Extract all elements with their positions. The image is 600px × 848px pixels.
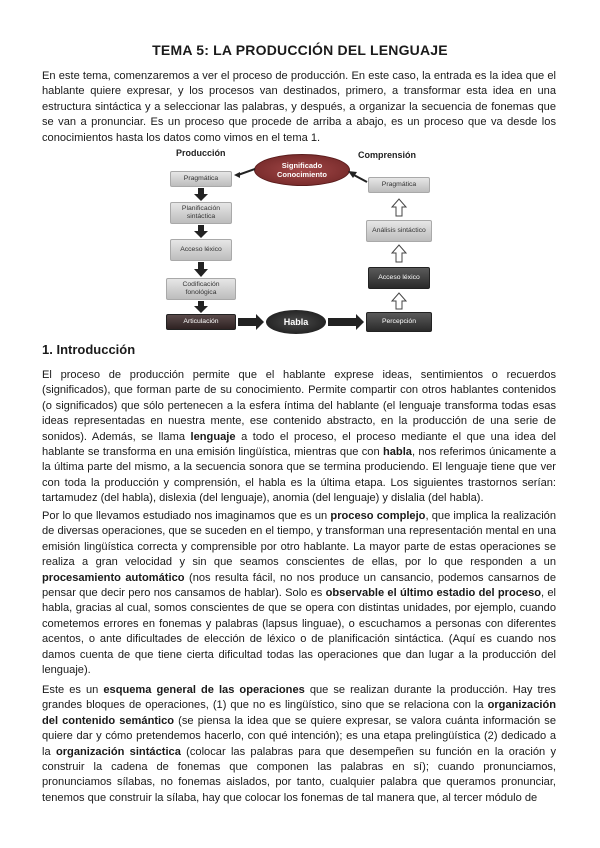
up-arrow-1 (392, 199, 406, 216)
left-box-codificacion: Codificación fonológica (166, 278, 236, 300)
production-diagram (162, 148, 438, 338)
diagram-arrows (162, 148, 438, 338)
right-box-pragmatica: Pragmática (368, 177, 430, 193)
comprension-label: Comprensión (358, 150, 417, 160)
left-box-pragmatica: Pragmática (170, 171, 232, 187)
produccion-label: Producción (176, 148, 226, 158)
down-arrows (194, 188, 208, 313)
left-box-planificacion: Planificación sintáctica (170, 202, 232, 224)
section-paragraph-1: El proceso de producción permite que el hablante exprese ideas, sentimientos o recuerdos (significados), que forman parte de su conocimiento. Permite compartir con otros hablantes contenidos (o significados) que sólo pertenecen a la esfera íntima del hablante (el lenguaje transforma todas esas ideas representadas en nuestra mente, ese contenido abstracto, en la producción de una serie de sonidos). Además, se llama lenguaje a todo el proceso, el proceso mediante el que una idea del hablante se transforma en una emisión lingüística, mientras que con habla, nos referimos únicamente a la última parte del mismo, a la secuencia sonora que se termina produciendo. El lenguaje tiene que ver con toda la producción y comprensión, el habla es la última etapa. Los siguientes trastornos serían: tartamudez (del habla), dislexia (del lenguaje), anomia (del lenguaje) y dislalia (del habla). (42, 369, 556, 505)
up-arrows (392, 199, 406, 309)
up-arrow-3 (392, 293, 406, 309)
down-arrow-4 (194, 301, 208, 313)
up-arrow-2 (392, 245, 406, 262)
significado-oval: Significado Conocimiento (254, 154, 350, 186)
habla-to-percepcion-arrow (328, 314, 364, 330)
down-arrow-1 (194, 188, 208, 201)
left-box-articulacion: Articulación (166, 314, 236, 330)
page-title: TEMA 5: LA PRODUCCIÓN DEL LENGUAJE (152, 42, 448, 58)
right-box-percepcion: Percepción (366, 312, 432, 332)
articulacion-to-habla-arrow (238, 314, 264, 330)
habla-oval: Habla (266, 310, 326, 334)
down-arrow-2 (194, 225, 208, 238)
left-box-acceso: Acceso léxico (170, 239, 232, 261)
section-paragraph-2: Por lo que llevamos estudiado nos imaginamos que es un proceso complejo, que implica la realización de diversas operaciones, que se suceden en el tiempo, y transforman una representación mental en una emisión lingüística correcta y comprensible por otro hablante. La mayor parte de estas operaciones se realiza a gran velocidad y sin que seamos conscientes de ellas, por lo que responden a un procesamiento automático (nos resulta fácil, no nos produce un cansancio, podemos cansarnos de pensar que decir pero nos cansamos de hablar). Solo es observable el último estadio del proceso, el habla, gracias al cual, somos conscientes de que se opera con distintas unidades, por ejemplo, cuando cometemos errores en fonemas y palabras (lapsus linguae), o escuchamos a personas con diferentes acentos, o ante dificultades de elección de léxico o de planificación sintáctica. (Aquí es cuando nos damos cuenta de que tiene cierta dificultad todas las operaciones que dan lugar a la producción del lenguaje). (42, 510, 557, 677)
section-heading: 1. Introducción (42, 342, 136, 357)
right-box-analisis: Análisis sintáctico (366, 220, 432, 242)
down-arrow-3 (194, 262, 208, 277)
intro-paragraph: En este tema, comenzaremos a ver el proceso de producción. En este caso, la entrada es la idea que el hablante quiere expresar, y los procesos van destinados, primero, a transformar esta idea en una estructura sintáctica y a seleccionar las palabras, y después, a organizar la secuencia de fonemas que se van a pronunciar. Es un proceso que procede de arriba a abajo, es un proceso que va desde los conocimientos hasta los datos como vimos en el tema 1. (42, 70, 556, 144)
section-paragraph-3: Este es un esquema general de las operaciones que se realizan durante la producción. Hay tres grandes bloques de operaciones, (1) que no es lingüístico, sino que se relaciona con la organización del contenido semántico (se piensa la idea que se quiere expresar, se valora cuánta información se quiere dar y cómo pretendemos hacerlo, con qué intención); es una etapa prelingüística (2) dedicado a la organización sintáctica (colocar las palabras para que desempeñen su función en la oración y construir la cadena de fonemas que componen las palabras en sí); cuando pronunciamos, pronunciamos sílabas, no fonemas aislados, por tanto, cualquier palabra que queramos pronunciar, tenemos que construir la sílaba, hay que colocar los fonemas de tal manera que, al tercer módulo de (42, 684, 557, 804)
right-box-acceso: Acceso léxico (368, 267, 430, 289)
